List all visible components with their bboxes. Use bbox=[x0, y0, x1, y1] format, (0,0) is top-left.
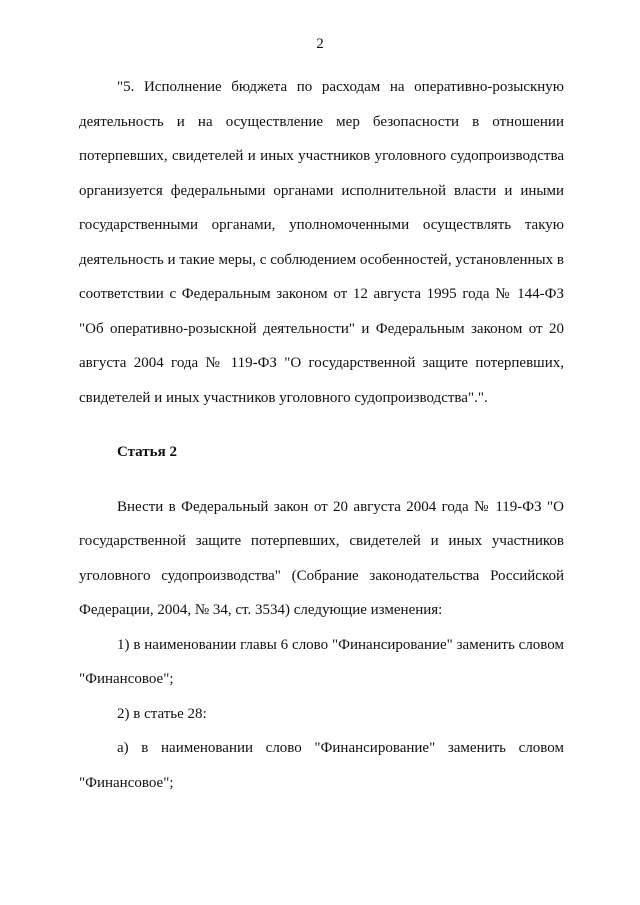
page-number: 2 bbox=[316, 36, 324, 52]
document-body bbox=[79, 70, 564, 800]
article-2-intro: Внести в Федеральный закон от 20 августа 2004 года № 119-ФЗ "О государственной защите потерпевших, свидетелей и иных участников уголовного судопроизводства" (Собрание законодательства Российской Федерации, 2004, № 34, ст. 3534) следующие изменения: bbox=[79, 498, 564, 618]
article-2-heading: Статья 2 bbox=[117, 444, 177, 460]
spacer bbox=[79, 415, 564, 435]
spacer bbox=[79, 470, 564, 490]
article-2-item-2a: а) в наименовании слово "Финансирование" заменить словом "Финансовое"; bbox=[79, 740, 564, 791]
article-2-item-2: 2) в статье 28: bbox=[117, 705, 207, 722]
article-1-paragraph-5: "5. Исполнение бюджета по расходам на оперативно-розыскную деятельность и на осуществление мер безопасности в отношении потерпевших, свидетелей и иных участников уголовного судопроизводства организуется федеральными органами исполнительной власти и иными государственными органами, уполномоченными осуществлять такую деятельность и такие меры, с соблюдением особенностей, установленных в соответствии с Федеральным законом от 12 августа 1995 года № 144-ФЗ "Об оперативно-розыскной деятельности" и Федеральным законом от 20 августа 2004 года № 119-ФЗ "О государственной защите потерпевших, свидетелей и иных участников уголовного судопроизводства".". bbox=[79, 79, 564, 406]
article-2-item-1: 1) в наименовании главы 6 слово "Финансирование" заменить словом "Финансовое"; bbox=[79, 636, 564, 687]
